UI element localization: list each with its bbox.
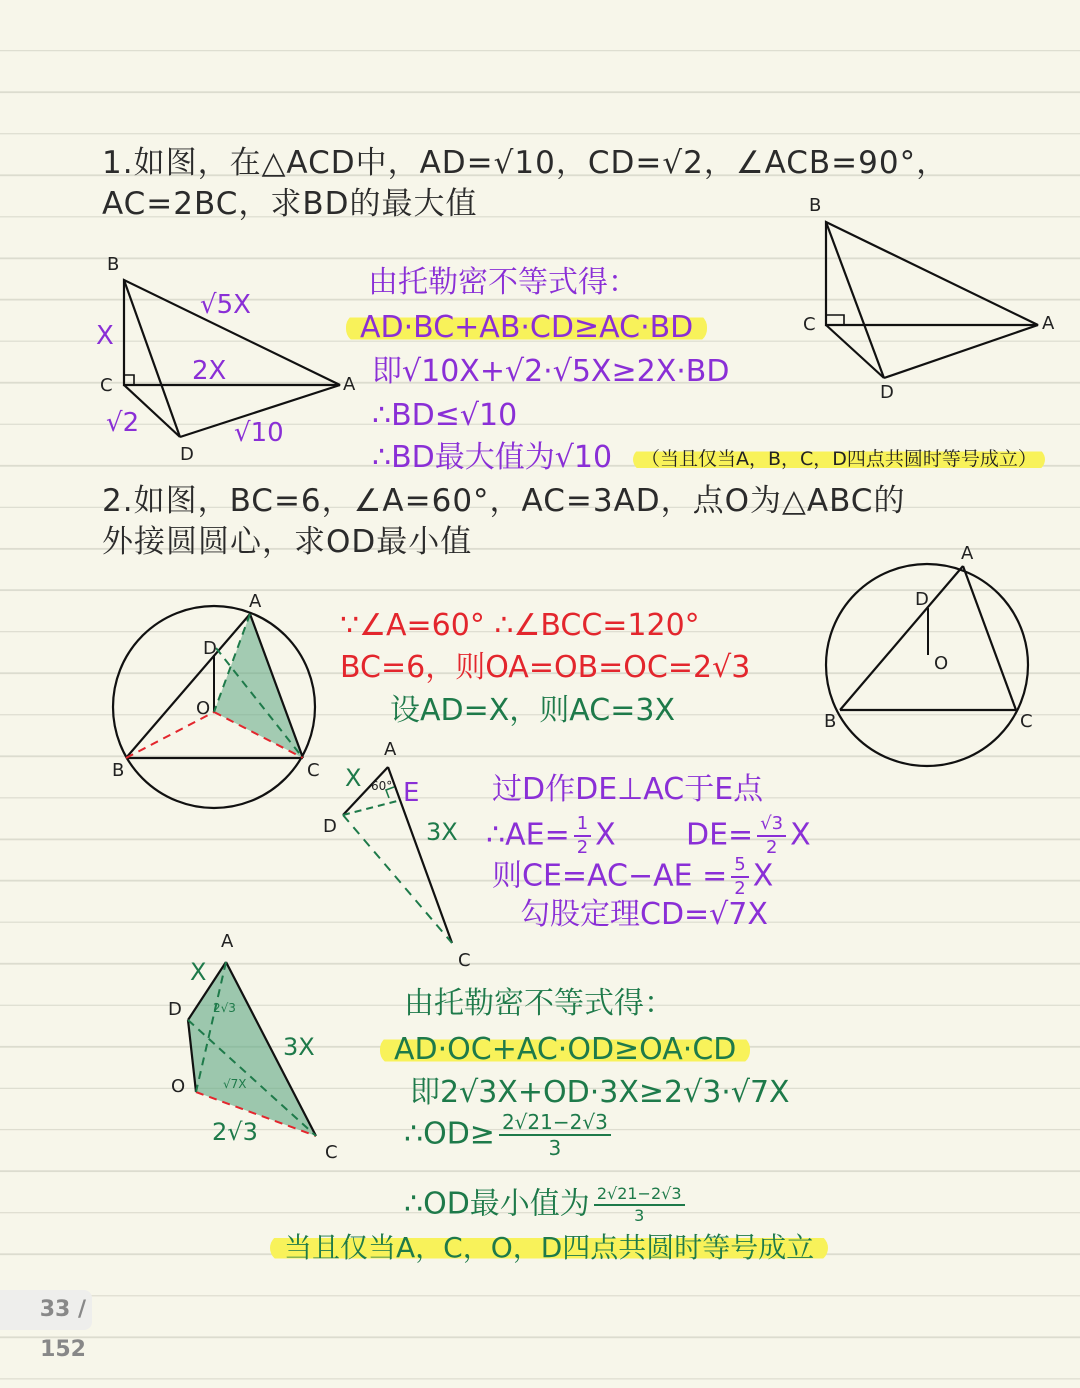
problem1-line2: AC=2BC，求BD的最大值 xyxy=(102,186,478,222)
de-suffix: X xyxy=(790,817,811,853)
ce-den: 2 xyxy=(734,878,746,899)
tri-side-x: X xyxy=(345,764,362,792)
de-den: 2 xyxy=(765,837,778,858)
ce-fraction xyxy=(731,856,748,898)
step2-fraction xyxy=(499,1112,611,1158)
quad-side-x: X xyxy=(190,958,207,986)
triangle-figure-adc xyxy=(343,764,452,943)
step2-prefix: ∴OD≥ xyxy=(404,1116,495,1152)
p2-purple-line1: 过D作DE⊥AC于E点 xyxy=(492,772,764,807)
min-prefix: ∴OD最小值为 xyxy=(404,1186,590,1222)
p1-side-2x: 2X xyxy=(192,356,227,386)
ae-prefix: ∴AE= xyxy=(486,817,570,853)
de-fraction xyxy=(757,815,786,857)
quad-label-A: A xyxy=(221,931,234,952)
p2l-label-C: C xyxy=(307,760,320,781)
de-prefix: DE= xyxy=(686,817,754,853)
p2r-label-C: C xyxy=(1020,711,1033,732)
tri-label-D: D xyxy=(323,816,337,837)
ce-num: 5 xyxy=(731,856,748,878)
min-num: 2√21−2√3 xyxy=(594,1186,685,1206)
problem1-line1: 1.如图，在△ACD中，AD=√10，CD=√2，∠ACB=90°， xyxy=(102,145,949,181)
quad-label-D: D xyxy=(168,999,182,1020)
step2-num: 2√21−2√3 xyxy=(499,1112,611,1136)
quad-diag-2sqrt3: 2√3 xyxy=(213,1001,236,1015)
p2-pythag: 勾股定理CD=√7X xyxy=(520,897,768,932)
quad-label-O: O xyxy=(171,1076,186,1097)
quad-side-2sqrt3: 2√3 xyxy=(212,1118,258,1146)
p2l-label-O: O xyxy=(196,698,211,719)
tri-label-C: C xyxy=(458,950,471,971)
ce-suffix: X xyxy=(752,858,774,894)
p2-green-intro: 由托勒密不等式得： xyxy=(404,986,674,1021)
p1-label-C: C xyxy=(100,375,113,396)
step2-den: 3 xyxy=(548,1136,562,1160)
p2-red-line2: BC=6，则OA=OB=OC=2√3 xyxy=(340,650,751,685)
p1-work-conclusion: ∴BD最大值为√10 xyxy=(372,440,613,475)
page-indicator: 33 / 152 xyxy=(0,1290,92,1330)
ae-den: 2 xyxy=(576,837,589,858)
p1-label-D: D xyxy=(180,444,194,465)
p2r-label-A: A xyxy=(961,543,974,564)
de-num: √3 xyxy=(757,815,786,837)
p1-work-step1: 即√10X+√2·√5X≥2X·BD xyxy=(372,354,730,389)
p1-work-formula: AD·BC+AB·CD≥AC·BD xyxy=(346,313,707,343)
p2r-label-D: D xyxy=(915,589,929,610)
p1-side-sqrt2: √2 xyxy=(106,408,140,438)
quad-label-C: C xyxy=(325,1142,338,1163)
ae-fraction xyxy=(574,815,591,857)
p2-green-step2 xyxy=(404,1112,615,1158)
quad-diag-sqrt7x: √7X xyxy=(223,1077,247,1091)
p2-ce-line xyxy=(492,856,773,898)
p2-green-step1: 即2√3X+OD·3X≥2√3·√7X xyxy=(410,1075,790,1110)
p2-green-min xyxy=(404,1186,689,1224)
p1-side-sqrt10: √10 xyxy=(234,418,284,448)
p2-de-line xyxy=(686,815,811,857)
p2l-label-A: A xyxy=(249,591,262,612)
tri-side-3x: 3X xyxy=(426,818,458,846)
p2l-label-D: D xyxy=(203,638,217,659)
p2-red-line1: ∵∠A=60° ∴∠BCC=120° xyxy=(340,608,700,643)
p2-green-set: 设AD=X，则AC=3X xyxy=(390,693,676,728)
p1r-label-C: C xyxy=(803,314,816,335)
p1-label-B: B xyxy=(107,254,120,275)
ce-prefix: 则CE=AC−AE = xyxy=(492,858,728,894)
p2r-label-B: B xyxy=(824,711,837,732)
p1r-label-B: B xyxy=(809,195,822,216)
p2-equality-note: 当且仅当A，C，O，D四点共圆时等号成立 xyxy=(270,1234,828,1262)
tri-label-E: E xyxy=(403,778,420,808)
p1-side-sqrt5x: √5X xyxy=(200,290,251,320)
p2-ae-line xyxy=(486,815,616,857)
p1r-label-A: A xyxy=(1042,313,1055,334)
ae-suffix: X xyxy=(595,817,616,853)
problem2-line2: 外接圆圆心，求OD最小值 xyxy=(102,524,473,560)
quad-side-3x: 3X xyxy=(283,1033,315,1061)
problem2-line1: 2.如图，BC=6，∠A=60°，AC=3AD，点O为△ABC的 xyxy=(102,483,906,519)
p1-work-step2: ∴BD≤√10 xyxy=(372,398,518,433)
circle-figure-left xyxy=(113,606,315,808)
p1-side-x: X xyxy=(96,321,114,351)
p2l-label-B: B xyxy=(112,760,125,781)
p2r-label-O: O xyxy=(934,653,949,674)
p2-green-formula: AD·OC+AC·OD≥OA·CD xyxy=(380,1035,750,1065)
p1r-label-D: D xyxy=(880,382,894,403)
p1-label-A: A xyxy=(343,374,356,395)
tri-angle-60: 60° xyxy=(371,779,393,793)
min-fraction xyxy=(594,1186,685,1224)
tri-label-A: A xyxy=(384,739,397,760)
p1-equality-note: （当且仅当A，B，C，D四点共圆时等号成立） xyxy=(633,448,1045,471)
min-den: 3 xyxy=(634,1206,645,1225)
p1-work-intro: 由托勒密不等式得： xyxy=(368,265,638,300)
ae-num: 1 xyxy=(574,815,591,837)
